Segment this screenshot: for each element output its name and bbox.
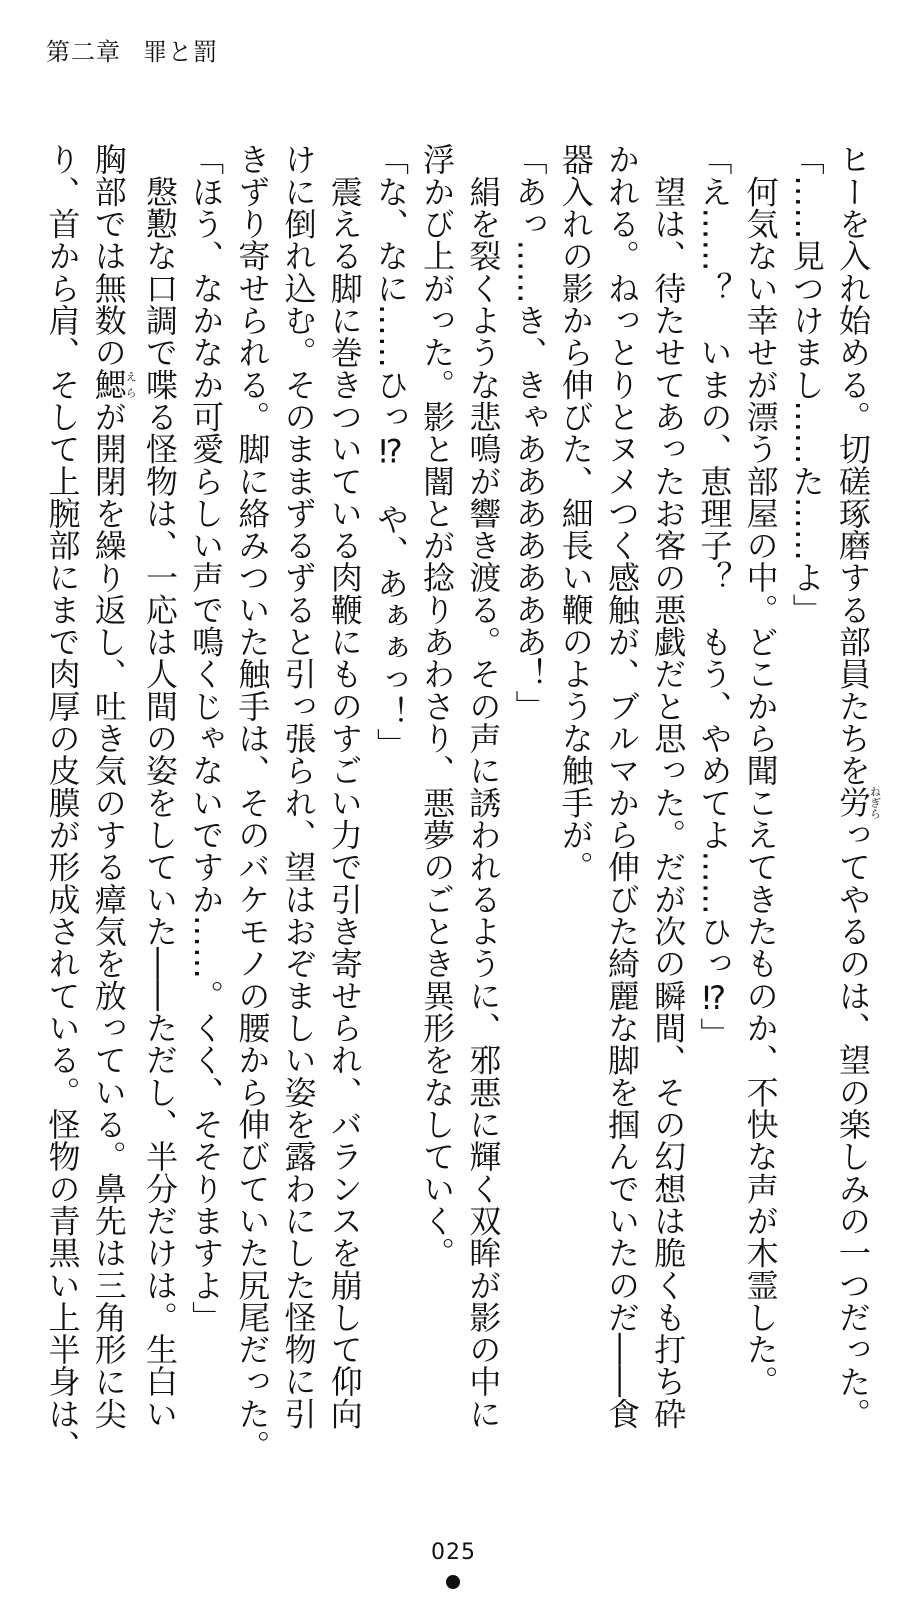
text-line <box>599 143 645 1473</box>
text-run: り、首から肩、そして上腕部にまで肉厚の皮膜が形成されている。怪物の青黒い上半身は、 <box>43 143 82 1462</box>
chapter-title: 罪と罰 <box>143 38 218 66</box>
text-line <box>830 143 881 1473</box>
text-line <box>183 143 229 1473</box>
text-line <box>691 143 737 1473</box>
ruby-reading: えら <box>124 368 138 401</box>
text-line <box>414 143 460 1473</box>
ruby-annotation <box>834 785 882 819</box>
text-run: 「あっ……き、きゃあああああああ！」 <box>510 143 549 722</box>
text-run: きずり寄せられる。脚に絡みついた触手は、そのバケモノの腰から伸びていた尻尾だった。 <box>233 143 272 1462</box>
text-line <box>460 143 506 1473</box>
ruby-annotation <box>89 368 138 401</box>
text-run: 何気ない幸せが漂う部屋の中。どこから聞こえてきたものか、不快な声が木霊した。 <box>741 143 780 1398</box>
text-line <box>737 143 783 1473</box>
text-line <box>553 143 599 1473</box>
text-run: 絹を裂くような悲鳴が響き渡る。その声に誘われるように、邪悪に輝く双眸が影の中に <box>464 143 503 1430</box>
text-line <box>275 143 321 1473</box>
text-line <box>506 143 552 1473</box>
text-run: ヒーを入れ始める。切磋琢磨する部員たちを <box>834 143 872 787</box>
running-head <box>46 32 218 67</box>
text-line <box>368 143 414 1473</box>
text-line <box>784 143 830 1473</box>
text-run: 「え……？ いまの、恵理子？ もう、やめてよ……ひっ⁉」 <box>695 143 734 1050</box>
text-run: 「……見つけまし……た……よ」 <box>787 143 826 626</box>
text-run: 「な、なに……ひっ⁉ や、あぁぁっ！」 <box>371 143 410 761</box>
text-line <box>322 143 368 1473</box>
text-run: 震える脚に巻きついている肉鞭にものすごい力で引き寄せられ、バランスを崩して仰向 <box>325 143 364 1430</box>
text-run: が開閉を繰り返し、吐き気のする瘴気を放っている。鼻先は三角形に尖 <box>89 400 128 1430</box>
text-run: 浮かび上がった。影と闇とが捻りあわさり、悪夢のごとき異形をなしていく。 <box>418 143 457 1269</box>
text-line <box>86 143 137 1473</box>
text-run: 胸部では無数の <box>89 143 128 369</box>
text-line <box>645 143 691 1473</box>
text-line <box>229 143 275 1473</box>
text-run: かれる。ねっとりとヌメつく感触が、ブルマから伸びた綺麗な脚を掴んでいたのだ――食 <box>602 143 641 1430</box>
ruby-base: 労 <box>834 785 872 819</box>
text-run: 望は、待たせてあったお客の悪戯だと思った。だが次の瞬間、その幻想は脆くも打ち砕 <box>649 143 688 1430</box>
ruby-base: 鰓 <box>89 368 128 401</box>
text-run: 慇懃な口調で喋る怪物は、一応は人間の姿をしていた――ただし、半分だけは。生白い <box>140 143 179 1430</box>
text-run: 「ほう、なかなか可愛らしい声で鳴くじゃないですか……。くく、そそりますよ」 <box>187 143 226 1333</box>
chapter-number: 第二章 <box>46 38 121 66</box>
ruby-reading: ねぎら <box>868 785 882 819</box>
text-line <box>39 143 85 1473</box>
body-text <box>31 143 881 1473</box>
text-line <box>137 143 183 1473</box>
text-run: けに倒れ込む。そのままずるずると引っ張られ、望はおぞましい姿を露わにした怪物に引 <box>279 143 318 1430</box>
page-number: 025 <box>431 1540 476 1565</box>
page-marker-dot-icon <box>446 1575 460 1589</box>
text-run: ってやるのは、望の楽しみの一つだった。 <box>834 818 872 1430</box>
text-run: 器入れの影から伸びた、細長い鞭のような触手が。 <box>556 143 595 883</box>
